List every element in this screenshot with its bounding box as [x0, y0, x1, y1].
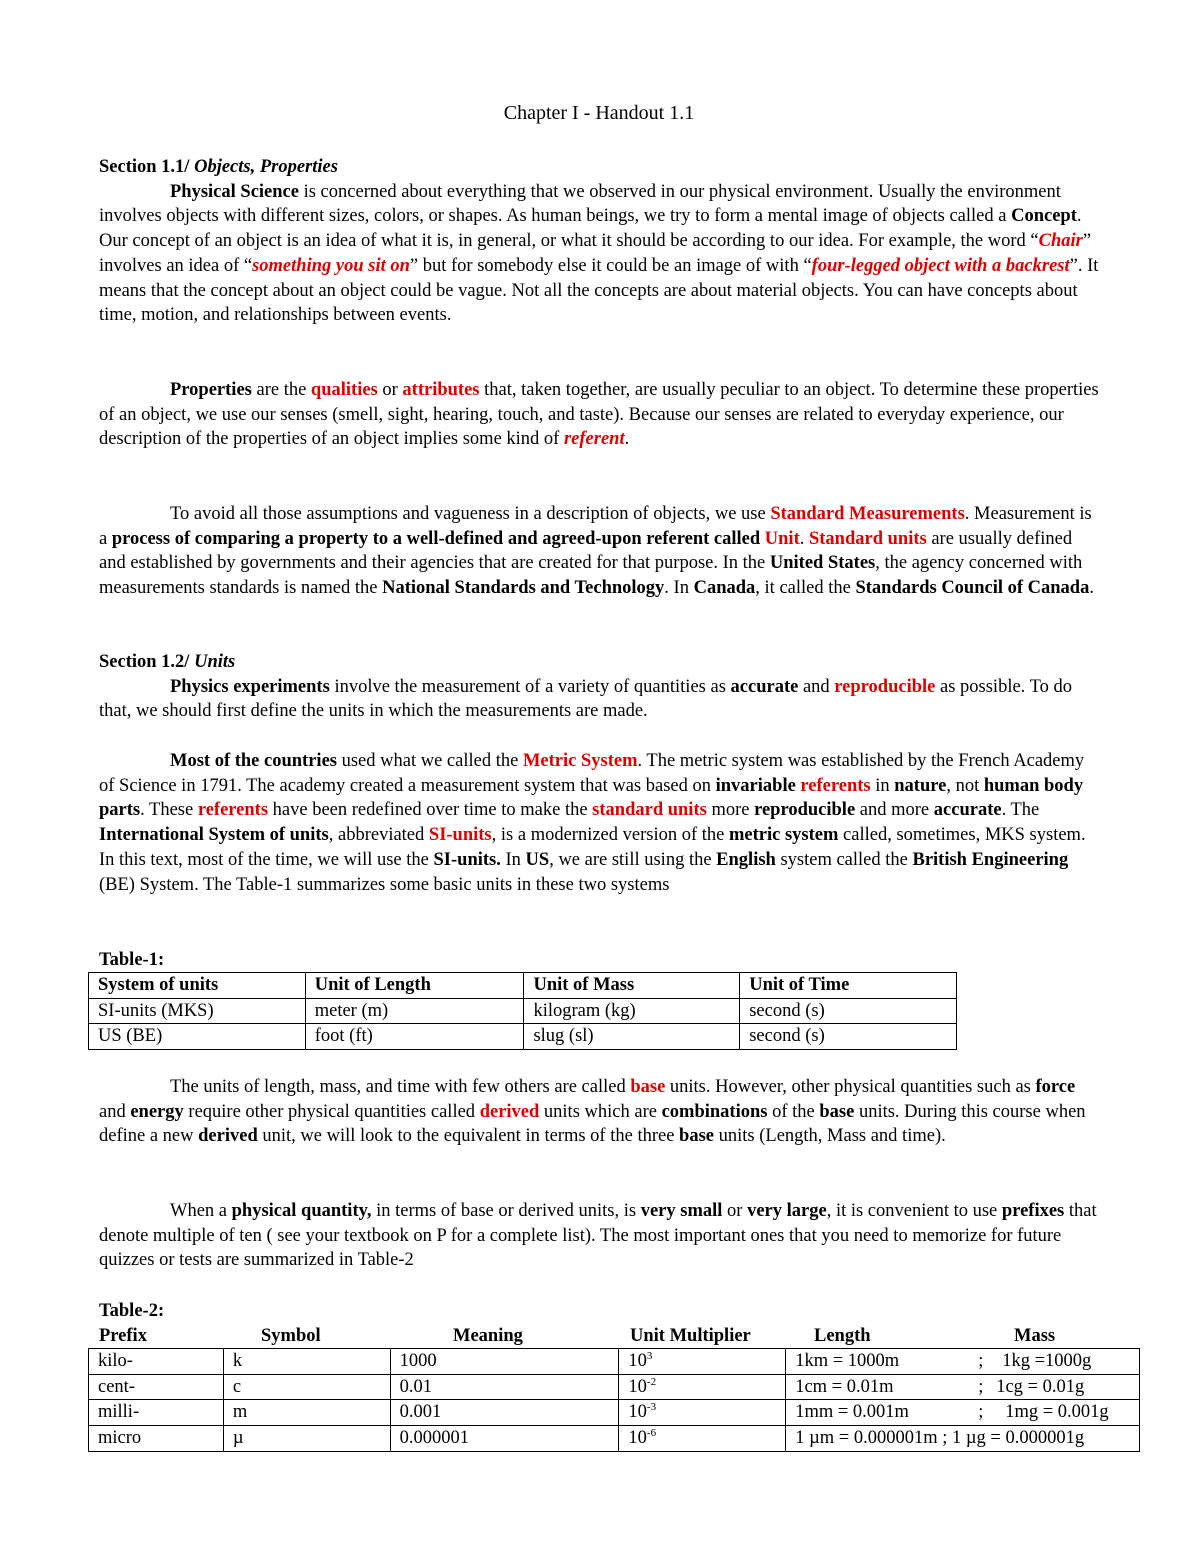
paragraph-standard-measurements: To avoid all those assumptions and vagueness in a description of objects, we use Standard Measurements. Measurement is a process of comparing a property to a well-defined and agreed-upon referent called Unit. Standard units are usually defined and established by governments and their agencies that are created for that purpose. In the United States, the agency concerned with measurements standards is named the National Standards and Technology. In Canada, it called the Standards Council of Canada. — [99, 504, 1094, 599]
table-cell: slug (sl) — [524, 1024, 740, 1050]
table-cell: c — [223, 1374, 390, 1400]
table-cell: micro — [89, 1426, 224, 1452]
section-1-1 — [99, 155, 1099, 328]
table-row — [89, 1426, 1140, 1452]
table-cell: 1 µm = 0.000001m ; 1 µg = 0.000001g — [786, 1426, 1140, 1452]
table-header-cell: Symbol — [261, 1326, 321, 1346]
table-header-cell: Length — [814, 1326, 871, 1346]
table-cell: SI-units (MKS) — [89, 998, 306, 1024]
table-header-cell: Meaning — [453, 1326, 523, 1346]
paragraph-base-units: The units of length, mass, and time with few others are called base units. However, other physical quantities such as force and energy require other physical quantities called derived units which are combinations of the base units. During this course when define a new derived unit, we will look to the equivalent in terms of the three base units (Length, Mass and time). — [99, 1077, 1086, 1147]
table-1-caption: Table-1: — [99, 950, 165, 970]
paragraph-properties: Properties are the qualities or attributes that, taken together, are usually peculiar to an object. To determine these properties of an object, we use our senses (smell, sight, hearing, touch, and taste). Because our senses are related to everyday experience, our description of the properties of an object implies some kind of referent. — [99, 380, 1099, 450]
paragraph-physical-science: Physical Science is concerned about everything that we observed in our physical environment. Usually the environment involves objects with different sizes, colors, or shapes. As human beings, we try to form a mental image of objects called a Concept. Our concept of an object is an idea of what it is, in general, or what it should be according to our idea. For example, the word “Chair” involves an idea of “something you sit on” but for somebody else it could be an image of with “four-legged object with a backrest”. It means that the concept about an object could be vague. Not all the concepts are about material objects. You can have concepts about time, motion, and relationships between events. — [99, 181, 1099, 326]
section-heading: Section 1.2/ Units — [99, 652, 236, 672]
table-row — [89, 998, 957, 1024]
table-row — [89, 1024, 957, 1050]
table-row — [89, 1349, 1140, 1375]
table-header-cell: Mass — [1014, 1326, 1056, 1346]
page-title: Chapter I - Handout 1.1 — [503, 102, 695, 124]
section-1-2 — [99, 650, 1099, 724]
paragraph-prefixes: When a physical quantity, in terms of base or derived units, is very small or very large, it is convenient to use prefixes that denote multiple of ten ( see your textbook on P for a complete list). The most important ones that you need to memorize for future quizzes or tests are summarized in Table-2 — [99, 1201, 1097, 1271]
section-heading: Section 1.1/ Objects, Properties — [99, 157, 338, 177]
table-cell: second (s) — [740, 1024, 957, 1050]
units-table — [88, 972, 957, 1050]
table-cell: µ — [223, 1426, 390, 1452]
table-cell: 1mm = 0.001m ; 1mg = 0.001g — [786, 1400, 1140, 1426]
table-cell: $10^{-6}$ — [619, 1426, 786, 1452]
table-cell: milli- — [89, 1400, 224, 1426]
table-row — [89, 1374, 1140, 1400]
table-header-cell: System of units — [89, 973, 306, 999]
table-cell: 0.001 — [390, 1400, 619, 1426]
table-row — [89, 1400, 1140, 1426]
table-cell: 1cm = 0.01m ; 1cg = 0.01g — [786, 1374, 1140, 1400]
prefix-table — [88, 1348, 1140, 1452]
table-cell: kilo- — [89, 1349, 224, 1375]
table-cell: foot (ft) — [305, 1024, 524, 1050]
table-cell: $10^3$ — [619, 1349, 786, 1375]
table-header-cell: Prefix — [99, 1326, 147, 1346]
table-header-cell: Unit of Length — [305, 973, 524, 999]
table-cell: 0.000001 — [390, 1426, 619, 1452]
table-cell: $10^{-2}$ — [619, 1374, 786, 1400]
table-cell: second (s) — [740, 998, 957, 1024]
table-cell: kilogram (kg) — [524, 998, 740, 1024]
table-header-cell: Unit of Mass — [524, 973, 740, 999]
table-cell: meter (m) — [305, 998, 524, 1024]
table-cell: 1km = 1000m ; 1kg =1000g — [786, 1349, 1140, 1375]
table-cell: m — [223, 1400, 390, 1426]
table-cell: cent- — [89, 1374, 224, 1400]
table-cell: $10^{-3}$ — [619, 1400, 786, 1426]
paragraph-physics-experiments: Physics experiments involve the measurement of a variety of quantities as accurate and reproducible as possible. To do that, we should first define the units in which the measurements are made. — [99, 676, 1072, 722]
table-cell: k — [223, 1349, 390, 1375]
table-cell: 0.01 — [390, 1374, 619, 1400]
table-cell: US (BE) — [89, 1024, 306, 1050]
table-cell: 1000 — [390, 1349, 619, 1375]
table-header-row — [89, 973, 957, 999]
paragraph-metric-system: Most of the countries used what we called the Metric System. The metric system was established by the French Academy of Science in 1791. The academy created a measurement system that was based on invariable referents in nature, not human body parts. These referents have been redefined over time to make the standard units more reproducible and more accurate. The International System of units, abbreviated SI-units, is a modernized version of the metric system called, sometimes, MKS system. In this text, most of the time, we will use the SI-units. In US, we are still using the English system called the British Engineering (BE) System. The Table-1 summarizes some basic units in these two systems — [99, 751, 1086, 895]
table-2-caption: Table-2: — [99, 1301, 165, 1321]
table-header-cell: Unit Multiplier — [630, 1326, 751, 1346]
table-header-cell: Unit of Time — [740, 973, 957, 999]
